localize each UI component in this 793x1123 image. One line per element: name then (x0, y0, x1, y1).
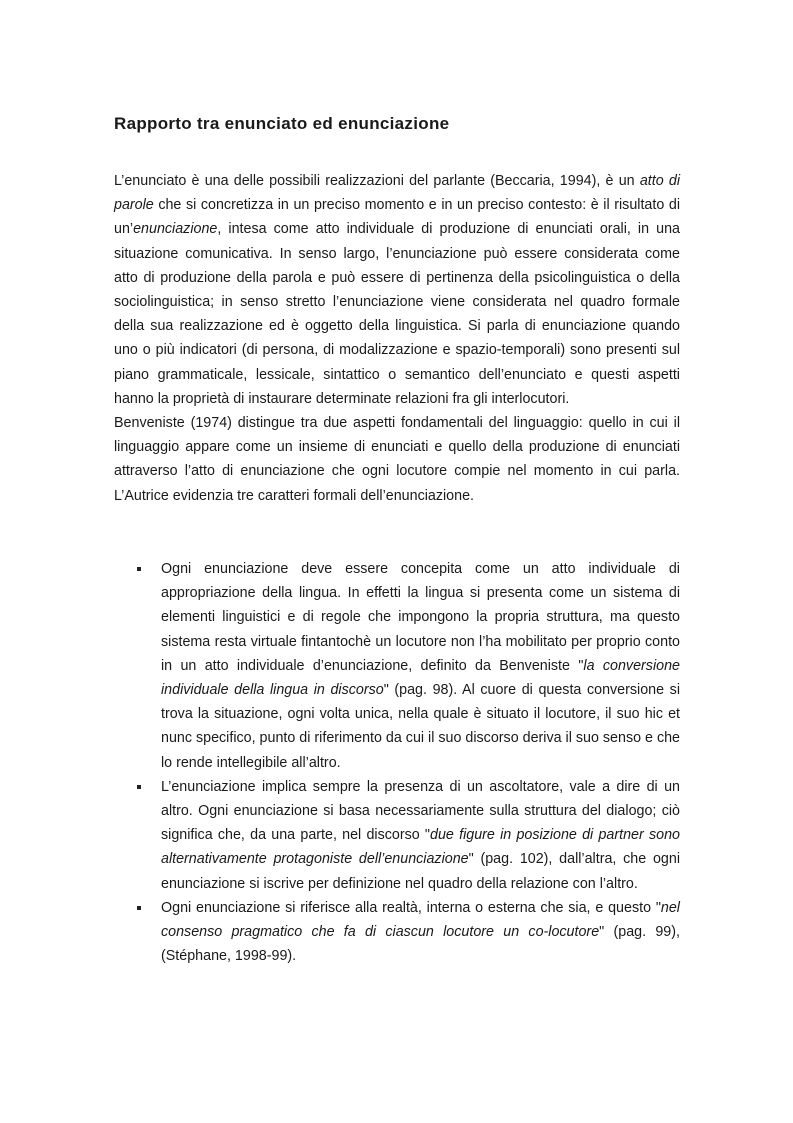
bullet-2-quote: due figure in posizione di partner sono alternativamente protagoniste dell’enunciazione (161, 827, 680, 868)
bullet-icon (137, 567, 141, 571)
bullet-1-text-c: " (pag. 98). Al cuore di questa conversione si trova la situazione, ogni volta unica, nella quale è situato il locutore, il suo hic et nunc specifico, punto di riferimento da cui il suo discorso deriva il suo senso e che lo rende intellegibile all’altro. (161, 682, 680, 771)
bullet-3-text-a: Ogni enunciazione si riferisce alla realtà, interna o esterna che sia, e questo " (161, 899, 661, 916)
bullet-list (114, 557, 680, 968)
paragraph-1-text-e: , intesa come atto individuale di produzione di enunciati orali, in una situazione comunicativa. In senso largo, l’enunciazione può essere considerata come atto di produzione della parola e può essere di pertinenza della psicolinguistica o della sociolinguistica; in senso stretto l’enunciazione viene considerata nel quadro formale della sua realizzazione ed è oggetto della linguistica. Si parla di enunciazione quando uno o più indicatori (di persona, di modalizzazione e spazio-temporali) sono presenti sul piano grammaticale, lessicale, sintattico o semantico dell’enunciato e questi aspetti hanno la proprietà di instaurare determinate relazioni fra gli interlocutori. (114, 221, 680, 407)
bullet-3-text-c: " (pag. 99), (Stéphane, 1998-99). (161, 924, 680, 965)
paragraph-1-text-a: L’enunciato è una delle possibili realizzazioni del parlante (Beccaria, 1994), è un (114, 173, 640, 189)
term-enunciazione: enunciazione (133, 221, 218, 238)
paragraph-2: Benveniste (1974) distingue tra due aspetti fondamentali del linguaggio: quello in cui il linguaggio appare come un insieme di enunciati e quello della produzione di enunciati attraverso l’atto di enunciazione che ogni locutore compie nel momento in cui parla. L’Autrice evidenzia tre caratteri formali dell’enunciazione. (114, 415, 680, 504)
page-title: Rapporto tra enunciato ed enunciazione (114, 114, 450, 133)
list-item (114, 775, 680, 896)
body-text (114, 169, 680, 508)
bullet-1-text-a: Ogni enunciazione deve essere concepita come un atto individuale di appropriazione della lingua. In effetti la lingua si presenta come un sistema di elementi linguistici e di regole che impongono la propria struttura, ma questo sistema resta virtuale fintantochè un locutore non l’ha mobilitato per proprio conto in un atto individuale d’enunciazione, definito da Benveniste " (161, 561, 680, 674)
list-item (114, 557, 680, 775)
bullet-icon (137, 906, 141, 910)
paragraph-1-text-c: che si concretizza in un preciso momento e in un preciso contesto: è il risultato di un’ (114, 197, 680, 238)
bullet-icon (137, 785, 141, 789)
bullet-2-text-c: " (pag. 102), dall’altra, che ogni enunciazione si iscrive per definizione nel quadro della relazione con l’altro. (161, 851, 681, 892)
term-atto-di-parole: atto di parole (114, 173, 680, 214)
bullet-3-quote: nel consenso pragmatico che fa di ciascun locutore un co-locutore (161, 899, 680, 941)
bullet-2-text-a: L’enunciazione implica sempre la presenza di un ascoltatore, vale a dire di un altro. Ogni enunciazione si basa necessariamente sulla struttura del dialogo; ciò significa che, da una parte, nel discorso " (161, 778, 680, 844)
list-item (114, 896, 680, 969)
paragraph-1 (114, 169, 680, 411)
bullet-1-quote: la conversione individuale della lingua in discorso (161, 657, 680, 699)
